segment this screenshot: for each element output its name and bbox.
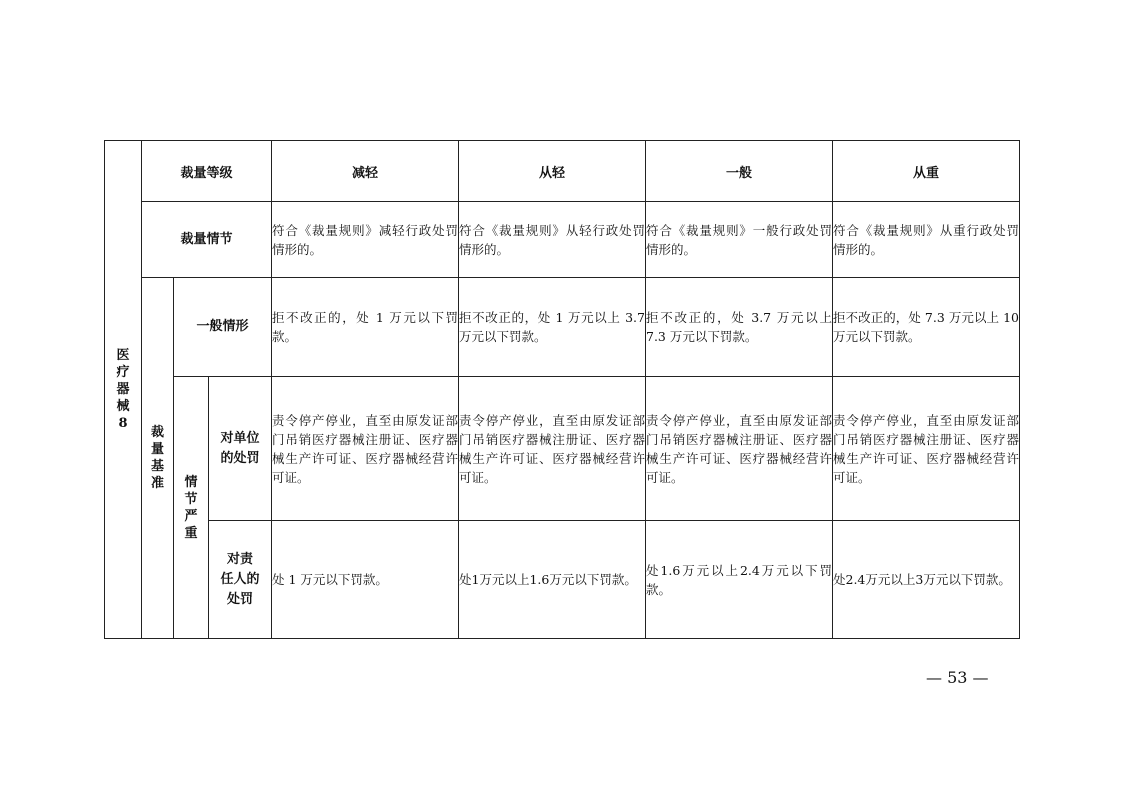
general-row bbox=[105, 278, 1020, 377]
person-penalty-cell: 处1万元以上1.6万元以下罚款。 bbox=[459, 521, 646, 639]
level-row-label: 裁量等级 bbox=[142, 141, 272, 202]
person-penalty-label bbox=[209, 521, 272, 639]
person-penalty-cell: 处2.4万元以上3万元以下罚款。 bbox=[833, 521, 1020, 639]
level-header: 从轻 bbox=[459, 141, 646, 202]
category-cell bbox=[105, 141, 142, 639]
serious-char: 情 bbox=[184, 474, 198, 490]
level-header: 一般 bbox=[646, 141, 833, 202]
penalty-table bbox=[104, 140, 1020, 639]
unit-penalty-label-line: 对单位 bbox=[220, 430, 260, 446]
general-cell: 拒不改正的，处 3.7 万元以上 7.3 万元以下罚款。 bbox=[646, 278, 833, 377]
unit-penalty-cell: 责令停产停业，直至由原发证部门吊销医疗器械注册证、医疗器械生产许可证、医疗器械经营许可证。 bbox=[833, 377, 1020, 521]
category-char: 械 bbox=[116, 399, 130, 414]
header-row bbox=[105, 141, 1020, 202]
general-cell: 拒不改正的，处 1 万元以上 3.7 万元以下罚款。 bbox=[459, 278, 646, 377]
benchmark-char: 准 bbox=[150, 476, 164, 491]
serious-char: 严 bbox=[184, 508, 198, 524]
circumstance-row bbox=[105, 202, 1020, 278]
benchmark-label bbox=[142, 278, 174, 639]
category-char: 器 bbox=[116, 382, 130, 397]
circumstance-cell: 符合《裁量规则》减轻行政处罚情形的。 bbox=[272, 202, 459, 278]
general-label: 一般情形 bbox=[174, 278, 272, 377]
circumstance-label: 裁量情节 bbox=[142, 202, 272, 278]
unit-penalty-row bbox=[105, 377, 1020, 521]
category-char: 医 bbox=[116, 348, 130, 363]
serious-char: 重 bbox=[184, 525, 198, 541]
person-penalty-label-line: 任人的 bbox=[220, 571, 260, 587]
category-char: 8 bbox=[118, 416, 128, 431]
person-penalty-cell: 处 1 万元以下罚款。 bbox=[272, 521, 459, 639]
general-cell: 拒不改正的，处 7.3 万元以上 10 万元以下罚款。 bbox=[833, 278, 1020, 377]
page-number: — 53 — bbox=[926, 668, 989, 687]
person-penalty-row bbox=[105, 521, 1020, 639]
serious-label bbox=[174, 377, 209, 639]
unit-penalty-label-line: 的处罚 bbox=[220, 450, 260, 466]
level-header: 从重 bbox=[833, 141, 1020, 202]
circumstance-cell: 符合《裁量规则》从重行政处罚情形的。 bbox=[833, 202, 1020, 278]
unit-penalty-label bbox=[209, 377, 272, 521]
person-penalty-cell: 处1.6万元以上2.4万元以下罚款。 bbox=[646, 521, 833, 639]
general-cell: 拒不改正的，处 1 万元以下罚款。 bbox=[272, 278, 459, 377]
serious-char: 节 bbox=[184, 491, 198, 507]
category-char: 疗 bbox=[116, 365, 130, 380]
person-penalty-label-line: 处罚 bbox=[226, 591, 253, 607]
unit-penalty-cell: 责令停产停业，直至由原发证部门吊销医疗器械注册证、医疗器械生产许可证、医疗器械经营许可证。 bbox=[646, 377, 833, 521]
level-header: 减轻 bbox=[272, 141, 459, 202]
unit-penalty-cell: 责令停产停业，直至由原发证部门吊销医疗器械注册证、医疗器械生产许可证、医疗器械经营许可证。 bbox=[272, 377, 459, 521]
unit-penalty-cell: 责令停产停业，直至由原发证部门吊销医疗器械注册证、医疗器械生产许可证、医疗器械经营许可证。 bbox=[459, 377, 646, 521]
benchmark-char: 基 bbox=[150, 459, 164, 474]
benchmark-char: 裁 bbox=[150, 425, 164, 440]
person-penalty-label-line: 对责 bbox=[226, 551, 253, 567]
circumstance-cell: 符合《裁量规则》从轻行政处罚情形的。 bbox=[459, 202, 646, 278]
benchmark-char: 量 bbox=[150, 442, 164, 457]
circumstance-cell: 符合《裁量规则》一般行政处罚情形的。 bbox=[646, 202, 833, 278]
